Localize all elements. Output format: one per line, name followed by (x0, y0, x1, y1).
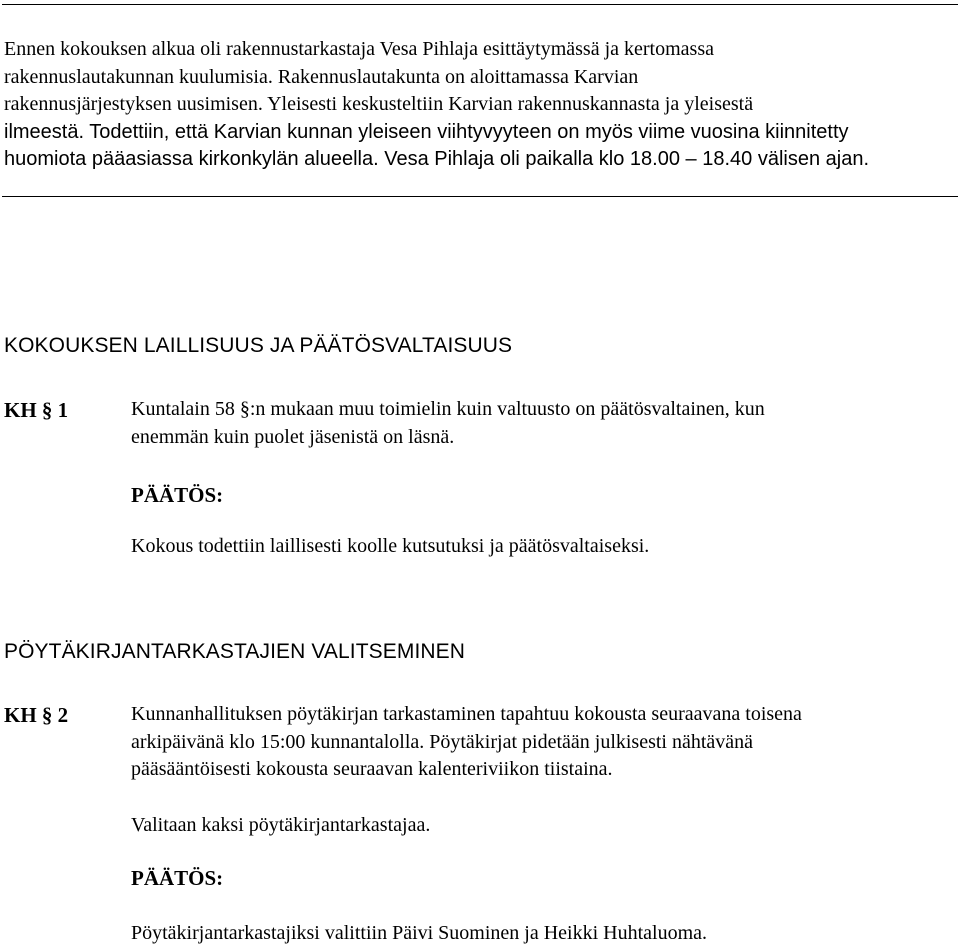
decision-text-1: Kokous todettiin laillisesti koolle kutsutuksi ja päätösvaltaiseksi. (131, 535, 650, 557)
decision-label-1: PÄÄTÖS: (131, 483, 224, 507)
proposal-text-2: Valitaan kaksi pöytäkirjantarkastajaa. (131, 814, 431, 836)
body-line: pääsääntöisesti kokousta seuraavan kalenteriviikon tiistaina. (131, 758, 613, 780)
section-heading-2: PÖYTÄKIRJANTARKASTAJIEN VALITSEMINEN (4, 640, 466, 663)
section-heading-1: KOKOUKSEN LAILLISUUS JA PÄÄTÖSVALTAISUUS (4, 334, 513, 357)
body-line: arkipäivänä klo 15:00 kunnantalolla. Pöytäkirjat pidetään julkisesti nähtävänä (131, 730, 754, 753)
top-separator-line (2, 4, 958, 5)
body-line: Kunnanhallituksen pöytäkirjan tarkastaminen tapahtuu kokousta seuraavana toisena (131, 703, 802, 725)
body-line: enemmän kuin puolet jäsenistä on läsnä. (131, 425, 455, 448)
intro-line: Ennen kokouksen alkua oli rakennustarkastaja Vesa Pihlaja esittäytymässä ja kertomassa (4, 38, 714, 60)
intro-separator-line (2, 196, 958, 197)
section-number-1: KH § 1 (4, 398, 69, 422)
body-line: Kuntalain 58 §:n mukaan muu toimielin kuin valtuusto on päätösvaltainen, kun (131, 398, 765, 420)
section-body-2 (131, 701, 951, 784)
decision-label-2: PÄÄTÖS: (131, 866, 224, 890)
decision-text-2: Pöytäkirjantarkastajiksi valittiin Päivi Suominen ja Heikki Huhtaluoma. (131, 922, 708, 944)
intro-line: rakennuslautakunnan kuulumisia. Rakennuslautakunta on aloittamassa Karvian (4, 65, 639, 88)
intro-paragraph (4, 36, 954, 174)
intro-line: rakennusjärjestyksen uusimisen. Yleisesti keskusteltiin Karvian rakennuskannasta ja yleisestä (4, 93, 754, 115)
section-body-1 (131, 396, 951, 451)
section-number-2: KH § 2 (4, 703, 69, 727)
intro-line: huomiota pääasiassa kirkonkylän alueella. Vesa Pihlaja oli paikalla klo 18.00 – 18.40 välisen ajan. (4, 148, 869, 170)
intro-line: ilmeestä. Todettiin, että Karvian kunnan yleiseen viihtyvyyteen on myös viime vuosina kiinnitetty (4, 120, 849, 143)
